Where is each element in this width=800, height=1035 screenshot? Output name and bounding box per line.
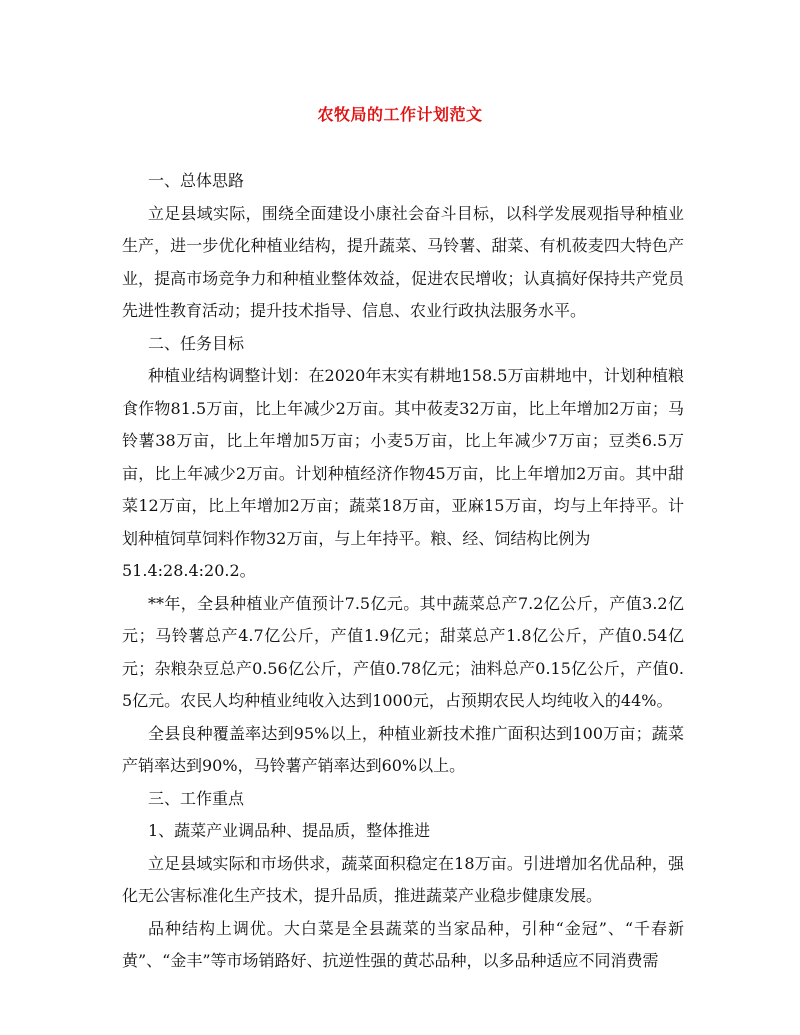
section-heading: 三、工作重点 (148, 788, 245, 808)
paragraph: 立足县域实际和市场供求，蔬菜面积稳定在18万亩。引进增加名优品种，强化无公害标准化生产技术，提升品质，推进蔬菜产业稳步健康发展。 (122, 853, 684, 905)
paragraph: 品种结构上调优。大白菜是全县蔬菜的当家品种，引种“金冠”、“千春新黄”、“金丰”等市场销路好、抗逆性强的黄芯品种，以多品种适应不同消费需 (122, 918, 684, 970)
paragraph: 种植业结构调整计划：在2020年末实有耕地158.5万亩耕地中，计划种植粮食作物81.5万亩，比上年减少2万亩。其中莜麦32万亩，比上年增加2万亩；马铃薯38万亩，比上年增加5万亩；小麦5万亩，比上年减少7万亩；豆类6.5万亩，比上年减少2万亩。计划种植经济作物45万亩，比上年增加2万亩。其中甜菜12万亩，比上年增加2万亩；蔬菜18万亩，亚麻15万亩，均与上年持平。计划种植饲草饲料作物32万亩，与上年持平。粮、经、饲结构比例为 (122, 366, 684, 548)
paragraph: **年，全县种植业产值预计7.5亿元。其中蔬菜总产7.2亿公斤，产值3.2亿元；马铃薯总产4.7亿公斤，产值1.9亿元；甜菜总产1.8亿公斤，产值0.54亿元；杂粮杂豆总产0.56亿公斤，产值0.78亿元；油料总产0.15亿公斤，产值0.5亿元。农民人均种植业纯收入达到1000元，占预期农民人均纯收入的44%。 (122, 593, 684, 710)
subsection-heading: 1、蔬菜产业调品种、提品质，整体推进 (148, 821, 431, 840)
paragraph: 立足县域实际，围绕全面建设小康社会奋斗目标，以科学发展观指导种植业生产，进一步优化种植业结构，提升蔬菜、马铃薯、甜菜、有机莜麦四大特色产业，提高市场竞争力和种植业整体效益，促进农民增收；认真搞好保持共产党员先进性教育活动；提升技术指导、信息、农业行政执法服务水平。 (122, 203, 684, 320)
section-heading: 二、任务目标 (148, 333, 245, 353)
section-heading: 一、总体思路 (148, 171, 245, 190)
document-body (122, 165, 684, 978)
paragraph-ratio-line: 51.4:28.4:20.2。 (122, 561, 256, 580)
document-title: 农牧局的工作计划范文 (317, 105, 483, 124)
paragraph: 全县良种覆盖率达到95%以上，种植业新技术推广面积达到100万亩；蔬菜产销率达到90%，马铃薯产销率达到60%以上。 (122, 723, 684, 775)
